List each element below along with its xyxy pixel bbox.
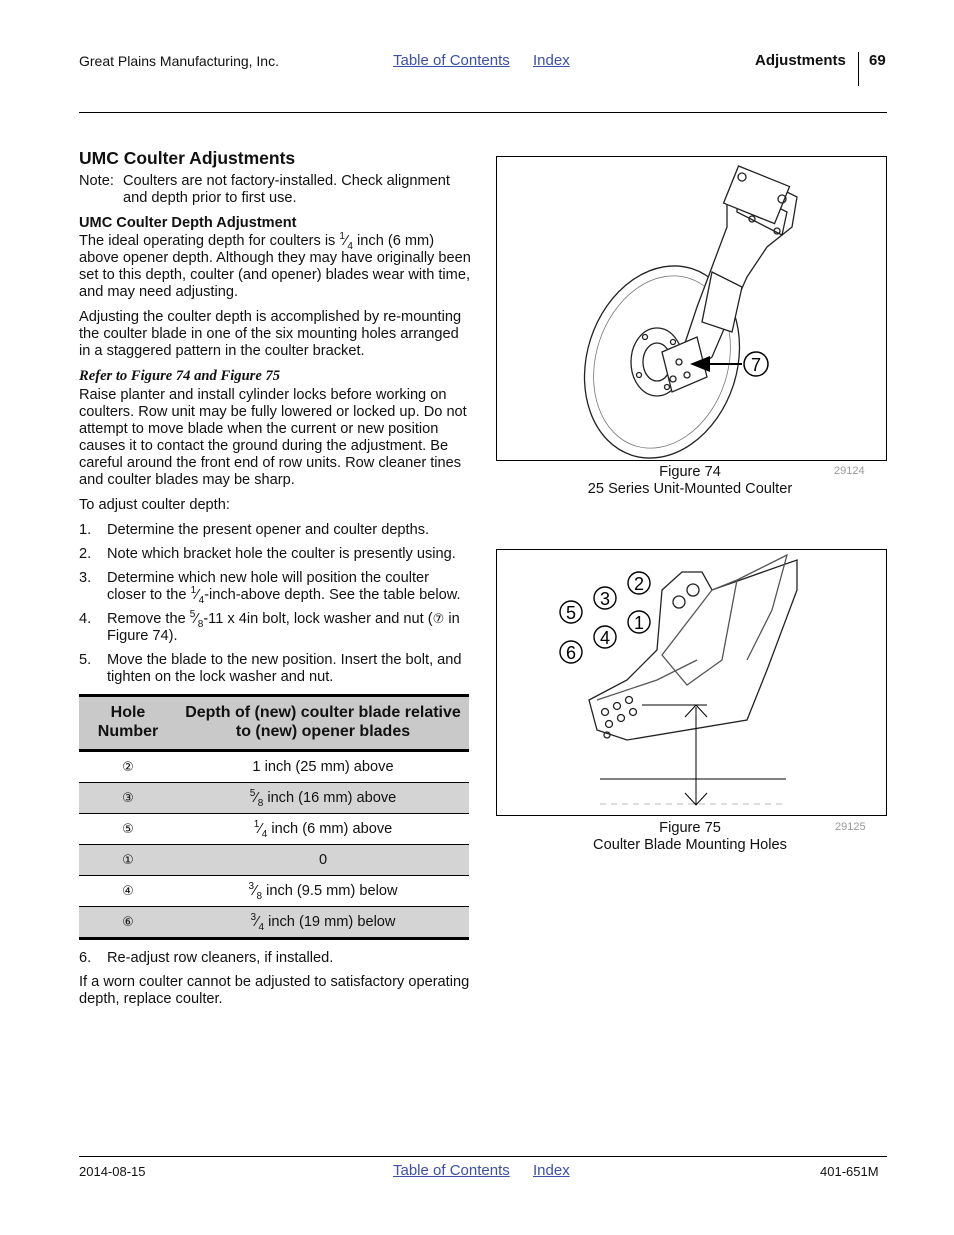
- table-header-depth: Depth of (new) coulter blade relative to (new) opener blades: [177, 696, 469, 751]
- table-row: ② 1 inch (25 mm) above: [79, 751, 469, 783]
- toc-link-footer[interactable]: Table of Contents: [393, 1162, 510, 1179]
- figure-74-id: 29124: [834, 465, 865, 477]
- paragraph-replace: If a worn coulter cannot be adjusted to satisfactory operating depth, replace coulter.: [79, 974, 470, 1007]
- steps-list: [79, 522, 471, 686]
- subsection-title: UMC Coulter Depth Adjustment: [79, 215, 297, 231]
- toc-link-header[interactable]: Table of Contents: [393, 52, 510, 69]
- paragraph-to-adjust: To adjust coulter depth:: [79, 497, 230, 513]
- note-text: Coulters are not factory-installed. Check alignment and depth prior to first use.: [123, 173, 450, 206]
- table-row: ③ $^5⁄_8$ inch (16 mm) above: [79, 783, 469, 814]
- note: [79, 173, 471, 207]
- mounting-holes-illustration: [497, 550, 886, 815]
- footer-date: 2014-08-15: [79, 1164, 146, 1179]
- list-item: 3. Determine which new hole will position the coulter closer to the $^1⁄_4-inch$-above depth. See the table below.: [79, 570, 461, 606]
- table-row: ④ $^3⁄_8$ inch (9.5 mm) below: [79, 876, 469, 907]
- figure-74-title: 25 Series Unit-Mounted Coulter: [587, 481, 793, 497]
- figure-75-label: Figure 75: [659, 820, 721, 836]
- figure-75-id: 29125: [835, 821, 866, 833]
- callout-4: 4: [599, 628, 611, 648]
- figure-74-caption: [570, 464, 810, 498]
- paragraph-safety: Raise planter and install cylinder locks before working on coulters. Row unit may be fully lowered or locked up. Do not attempt to move blade when the current or new position causes it to contact the ground during the adjustment. Be careful around the front end of row units. Row cleaner tines and coulter blades may be sharp.: [79, 387, 467, 488]
- header-divider: [858, 52, 859, 86]
- footer-rule: [79, 1156, 887, 1157]
- index-link-header[interactable]: Index: [533, 52, 570, 69]
- header-rule: [79, 112, 887, 113]
- callout-2: 2: [633, 574, 645, 594]
- page-number: 69: [869, 52, 886, 69]
- refer-figures: Refer to Figure 74 and Figure 75: [79, 368, 281, 384]
- callout-3: 3: [599, 589, 611, 609]
- callout-7: 7: [750, 355, 762, 375]
- table-header-hole: Hole Number: [79, 696, 177, 751]
- list-item: 2. Note which bracket hole the coulter is presently using.: [79, 546, 456, 562]
- list-item: 6. Re-adjust row cleaners, if installed.: [79, 950, 334, 966]
- doc-number: 401-651M: [820, 1164, 879, 1179]
- index-link-footer[interactable]: Index: [533, 1162, 570, 1179]
- figure-74-frame: [496, 156, 887, 461]
- list-item: 5. Move the blade to the new position. Insert the bolt, and tighten on the lock washer and nut.: [79, 652, 462, 685]
- paragraph-ideal-depth: The ideal operating depth for coulters is $^1⁄_4$ inch (6 mm) above opener depth. Although they may have originally been set to this depth, coulter (and opener) blades wear with time, and may need adjusting.: [79, 231, 471, 300]
- table-row: ⑥ $^3⁄_4$ inch (19 mm) below: [79, 907, 469, 939]
- note-label: Note:: [79, 173, 114, 189]
- steps-list-continued: [79, 950, 471, 967]
- callout-6: 6: [565, 643, 577, 663]
- section-title: UMC Coulter Adjustments: [79, 148, 296, 168]
- coulter-illustration: [497, 157, 886, 460]
- company-name: Great Plains Manufacturing, Inc.: [79, 53, 279, 69]
- table-row: ① 0: [79, 845, 469, 876]
- table-row: ⑤ $^1⁄_4$ inch (6 mm) above: [79, 814, 469, 845]
- callout-5: 5: [565, 603, 577, 623]
- paragraph-remounting: Adjusting the coulter depth is accomplished by re-mounting the coulter blade in one of the six mounting holes arranged in a staggered pattern in the coulter bracket.: [79, 309, 462, 359]
- figure-75-frame: [496, 549, 887, 816]
- main-column: [79, 150, 471, 1016]
- list-item: 4. Remove the $^5⁄_8-11$ x 4in bolt, lock washer and nut (⑦ in Figure 74).: [79, 609, 460, 644]
- figure-75-title: Coulter Blade Mounting Holes: [593, 837, 787, 853]
- figure-75-caption: [570, 820, 810, 854]
- list-item: 1. Determine the present opener and coulter depths.: [79, 522, 430, 538]
- callout-1: 1: [633, 613, 645, 633]
- depth-table: [79, 694, 469, 940]
- figure-74-label: Figure 74: [659, 464, 721, 480]
- section-name: Adjustments: [755, 52, 846, 69]
